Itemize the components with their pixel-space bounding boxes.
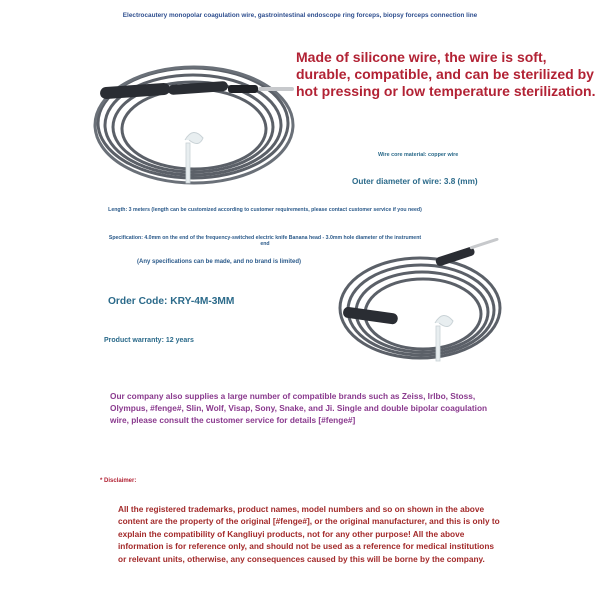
disclaimer-body: All the registered trademarks, product names, model numbers and so on shown in the above content are the property of the original [#fenge#], or the original manufacturer, and this is only to explain the compatibility of Kangliuyi products, not for any other purpose! All the above information is for reference only, and should not be used as a reference for medical institutions or relevant units, otherwise, any consequences caused by this will be borne by the company. <box>118 504 500 564</box>
company-note: Our company also supplies a large number of compatible brands such as Zeiss, Irlbo, Stoss, Olympus, #fenge#, Slin, Wolf, Visap, Sony, Snake, and Ji. Single and double bipolar coagulation wire, please consult the customer service for details [#fenge#] <box>110 391 488 426</box>
any-spec-note: (Any specifications can be made, and no brand is limited) <box>137 259 302 265</box>
cable-photo-top <box>90 55 300 190</box>
specification-text: Specification: 4.0mm on the end of the frequency-switched electric knife Banana head - 3.0mm hole diameter of the instrument end <box>108 235 422 248</box>
length-text: Length: 3 meters (length can be customized according to customer requirements, please contact customer service if you need) <box>108 207 422 213</box>
cable-photo-bottom <box>335 238 505 368</box>
outer-diameter-text: Outer diameter of wire: 3.8 (mm) <box>352 177 478 186</box>
order-code: Order Code: KRY-4M-3MM <box>108 296 235 307</box>
headline-text: Made of silicone wire, the wire is soft, durable, compatible, and can be sterilized by hot pressing or low temperature sterilization. <box>296 49 596 100</box>
wire-core-text: Wire core material: copper wire <box>378 152 459 158</box>
disclaimer-label: * Disclaimer: <box>100 478 137 484</box>
warranty-text: Product warranty: 12 years <box>104 337 194 344</box>
page-title: Electrocautery monopolar coagulation wire, gastrointestinal endoscope ring forceps, biopsy forceps connection line <box>122 12 478 19</box>
